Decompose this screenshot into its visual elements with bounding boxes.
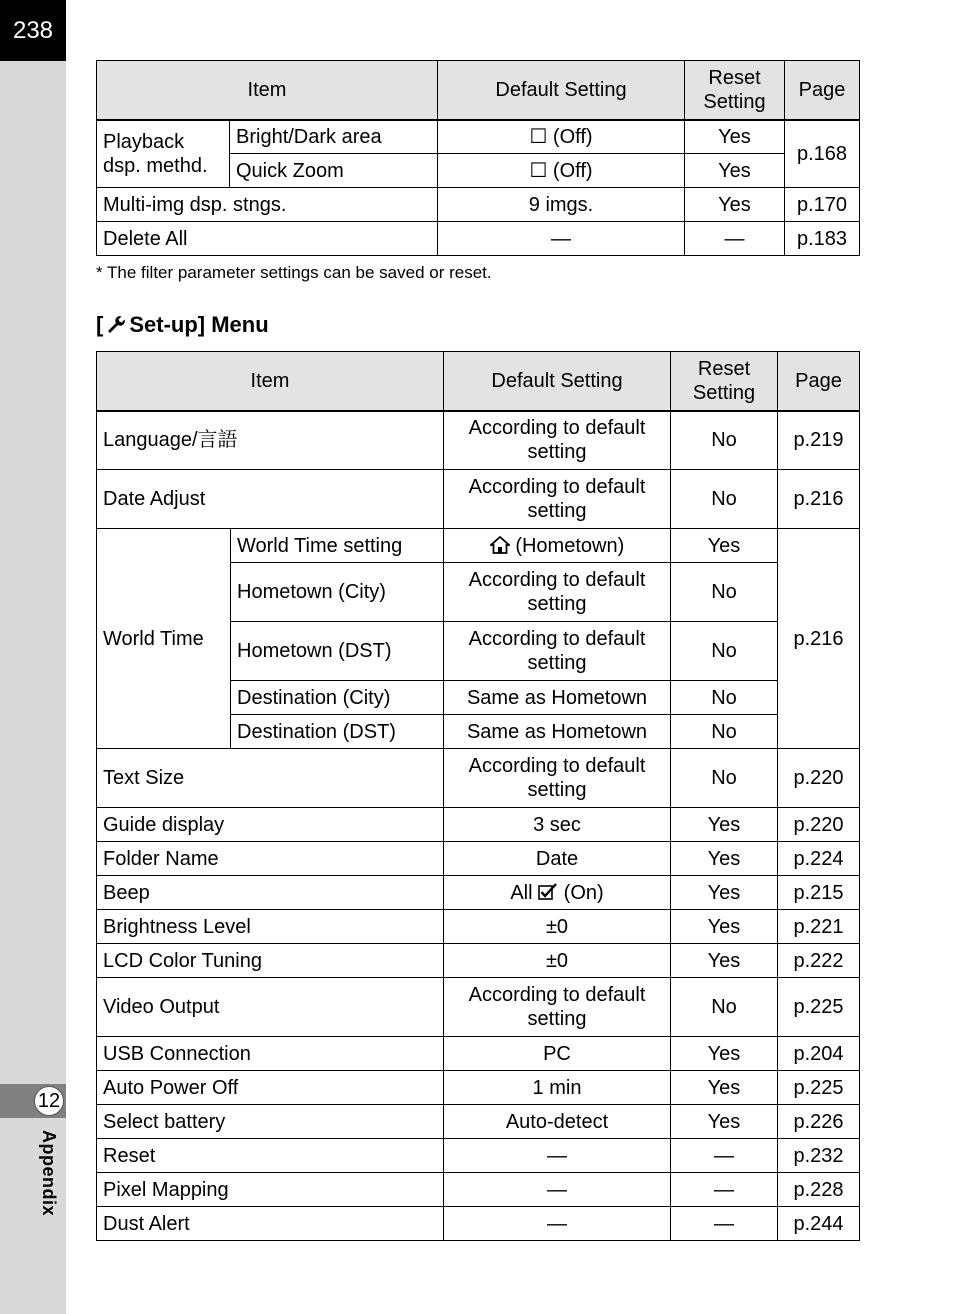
table-cell-item: Hometown (City) — [231, 563, 444, 622]
table-cell-reset: No — [671, 715, 778, 749]
table-cell-default: According to default setting — [444, 749, 671, 808]
header-reset-setting: Reset Setting — [685, 61, 785, 120]
section-title-bracket: [ — [96, 312, 104, 337]
default-value-text: (On) — [563, 881, 604, 904]
home-icon — [490, 535, 510, 557]
page-number: 238 — [0, 0, 66, 61]
table-cell-default: — — [444, 1139, 671, 1173]
table-cell-item: Auto Power Off — [97, 1071, 444, 1105]
table-cell-default: Same as Hometown — [444, 715, 671, 749]
table-cell-default: PC — [444, 1037, 671, 1071]
table-cell-reset: No — [671, 563, 778, 622]
table-cell-item: Text Size — [97, 749, 444, 808]
table-cell-page: p.221 — [778, 910, 860, 944]
table-cell-reset: — — [671, 1173, 778, 1207]
table-cell-reset: — — [671, 1139, 778, 1173]
table-cell-reset: Yes — [671, 842, 778, 876]
playback-settings-table — [96, 60, 860, 256]
table-cell-page: p.216 — [778, 529, 860, 749]
table-cell-default: — — [438, 222, 685, 256]
table-cell-default: Same as Hometown — [444, 681, 671, 715]
table-cell-item: Select battery — [97, 1105, 444, 1139]
table-cell-item: Destination (DST) — [231, 715, 444, 749]
table-cell-default: According to default setting — [444, 563, 671, 622]
table-cell-page: p.168 — [785, 120, 860, 188]
table-cell-page: p.220 — [778, 749, 860, 808]
table-cell-item: Guide display — [97, 808, 444, 842]
table-cell-item: Multi-img dsp. stngs. — [97, 188, 438, 222]
table-cell-default: ±0 — [444, 910, 671, 944]
table-cell-page: p.244 — [778, 1207, 860, 1241]
table-cell-item: Bright/Dark area — [230, 120, 438, 154]
table-cell-reset: Yes — [671, 808, 778, 842]
table-cell-default: According to default setting — [444, 622, 671, 681]
table-cell-default — [444, 876, 671, 910]
table-cell-reset: Yes — [671, 910, 778, 944]
table-cell-reset: Yes — [671, 944, 778, 978]
table-cell-default: According to default setting — [444, 470, 671, 529]
header-reset-setting: Reset Setting — [671, 352, 778, 411]
table-cell-page: p.225 — [778, 1071, 860, 1105]
table-cell-item: Beep — [97, 876, 444, 910]
table-cell-page: p.204 — [778, 1037, 860, 1071]
table-cell-reset: Yes — [671, 1037, 778, 1071]
table-cell-page: p.170 — [785, 188, 860, 222]
table-cell-reset: No — [671, 470, 778, 529]
table-cell-page: p.224 — [778, 842, 860, 876]
table-cell-reset: Yes — [671, 529, 778, 563]
table-cell-page: p.226 — [778, 1105, 860, 1139]
table-cell-page: p.220 — [778, 808, 860, 842]
header-item: Item — [97, 352, 444, 411]
table-row-group-label: Playback dsp. methd. — [97, 120, 230, 188]
table-cell-page: p.216 — [778, 470, 860, 529]
table-cell-default: Date — [444, 842, 671, 876]
table-cell-reset: No — [671, 411, 778, 470]
section-title — [96, 312, 269, 340]
table-cell-default: ☐ (Off) — [438, 154, 685, 188]
table-cell-item: Language/言語 — [97, 411, 444, 470]
table-cell-reset: No — [671, 622, 778, 681]
table-cell-page: p.215 — [778, 876, 860, 910]
setup-settings-table — [96, 351, 860, 1241]
table-cell-item: LCD Color Tuning — [97, 944, 444, 978]
table-cell-default: ☐ (Off) — [438, 120, 685, 154]
section-title-text: Set-up] Menu — [129, 312, 269, 337]
table-cell-item: Video Output — [97, 978, 444, 1037]
table-cell-page: p.219 — [778, 411, 860, 470]
checkbox-checked-icon — [538, 882, 558, 904]
chapter-number: 12 — [34, 1086, 64, 1116]
table-cell-reset: Yes — [671, 1071, 778, 1105]
table-cell-default: 9 imgs. — [438, 188, 685, 222]
table-cell-reset: Yes — [671, 876, 778, 910]
header-item: Item — [97, 61, 438, 120]
table-cell-item: Brightness Level — [97, 910, 444, 944]
default-value-text: (Hometown) — [515, 534, 625, 557]
table-cell-item: Destination (City) — [231, 681, 444, 715]
table-cell-item: Hometown (DST) — [231, 622, 444, 681]
table-cell-reset: — — [685, 222, 785, 256]
table-cell-item: Quick Zoom — [230, 154, 438, 188]
table-cell-reset: No — [671, 681, 778, 715]
header-default-setting: Default Setting — [444, 352, 671, 411]
table-cell-default — [444, 529, 671, 563]
table-cell-default: — — [444, 1173, 671, 1207]
table-cell-reset: — — [671, 1207, 778, 1241]
table-cell-reset: Yes — [685, 188, 785, 222]
table-cell-item: Date Adjust — [97, 470, 444, 529]
table-row-group-label: World Time — [97, 529, 231, 749]
table-cell-item: Folder Name — [97, 842, 444, 876]
table-cell-page: p.222 — [778, 944, 860, 978]
table-cell-reset: No — [671, 978, 778, 1037]
table-cell-reset: No — [671, 749, 778, 808]
table-cell-default: ±0 — [444, 944, 671, 978]
table-cell-default: According to default setting — [444, 411, 671, 470]
table-cell-item: USB Connection — [97, 1037, 444, 1071]
table-cell-item: Dust Alert — [97, 1207, 444, 1241]
table-cell-item: Pixel Mapping — [97, 1173, 444, 1207]
table-cell-default: 1 min — [444, 1071, 671, 1105]
table-cell-item: World Time setting — [231, 529, 444, 563]
default-value-prefix: All — [510, 881, 533, 904]
header-default-setting: Default Setting — [438, 61, 685, 120]
wrench-icon — [105, 314, 125, 340]
chapter-label: Appendix — [39, 1130, 59, 1217]
footnote: * The filter parameter settings can be saved or reset. — [96, 263, 492, 282]
header-page: Page — [785, 61, 860, 120]
table-cell-page: p.183 — [785, 222, 860, 256]
table-cell-default: Auto-detect — [444, 1105, 671, 1139]
table-cell-default: According to default setting — [444, 978, 671, 1037]
table-cell-reset: Yes — [685, 154, 785, 188]
table-cell-reset: Yes — [671, 1105, 778, 1139]
table-cell-default: — — [444, 1207, 671, 1241]
table-cell-item: Reset — [97, 1139, 444, 1173]
table-cell-page: p.225 — [778, 978, 860, 1037]
table-cell-page: p.232 — [778, 1139, 860, 1173]
table-cell-item: Delete All — [97, 222, 438, 256]
header-page: Page — [778, 352, 860, 411]
table-cell-page: p.228 — [778, 1173, 860, 1207]
table-cell-reset: Yes — [685, 120, 785, 154]
table-cell-default: 3 sec — [444, 808, 671, 842]
